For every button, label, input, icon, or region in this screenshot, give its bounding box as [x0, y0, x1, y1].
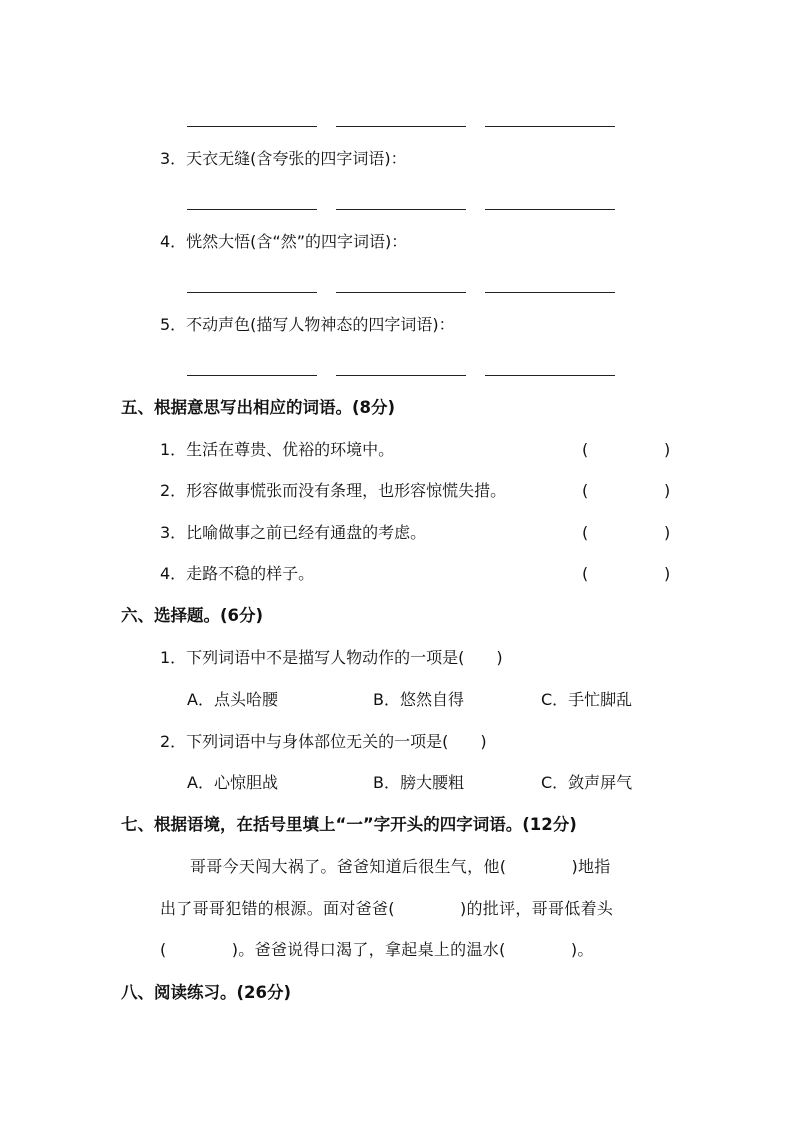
answer-paren-close: ) — [664, 440, 671, 459]
answer-blank[interactable] — [187, 292, 317, 293]
section-heading: 六、选择题。(6分) — [121, 606, 264, 625]
answer-blank[interactable] — [485, 126, 615, 127]
answer-blank[interactable] — [485, 375, 615, 376]
answer-paren-close: ) — [664, 481, 671, 500]
section-heading: 七、根据语境，在括号里填上“一”字开头的四字词语。(12分) — [121, 815, 577, 834]
answer-paren-open: ( — [582, 481, 589, 500]
question-item: 4．恍然大悟(含“然”的四字词语)： — [160, 232, 408, 251]
answer-paren-open: ( — [582, 523, 589, 542]
answer-paren-close: ) — [664, 523, 671, 542]
question-item: 5．不动声色(描写人物神态的四字词语)： — [160, 315, 455, 334]
answer-blank[interactable] — [187, 126, 317, 127]
question-item: 1．下列词语中不是描写人物动作的一项是( ) — [160, 648, 503, 667]
answer-blank[interactable] — [485, 292, 615, 293]
question-item: 3．比喻做事之前已经有通盘的考虑。 — [160, 523, 427, 542]
answer-blank[interactable] — [336, 292, 466, 293]
answer-blank[interactable] — [336, 375, 466, 376]
question-item: 4．走路不稳的样子。 — [160, 564, 315, 583]
passage-line: ( )。爸爸说得口渴了，拿起桌上的温水( )。 — [160, 940, 594, 959]
question-item: 2．形容做事慌张而没有条理，也形容惊慌失措。 — [160, 481, 507, 500]
answer-blank[interactable] — [187, 375, 317, 376]
answer-paren-open: ( — [582, 564, 589, 583]
question-item: 3．天衣无缝(含夸张的四字词语)： — [160, 149, 407, 168]
question-item: 2．下列词语中与身体部位无关的一项是( ) — [160, 732, 487, 751]
option-c[interactable]: C．手忙脚乱 — [541, 690, 633, 709]
answer-blank[interactable] — [336, 126, 466, 127]
answer-paren-open: ( — [582, 440, 589, 459]
passage-line: 出了哥哥犯错的根源。面对爸爸( )的批评，哥哥低着头 — [160, 899, 614, 918]
section-heading: 五、根据意思写出相应的词语。(8分) — [121, 398, 396, 417]
option-a[interactable]: A．心惊胆战 — [187, 773, 278, 792]
option-b[interactable]: B．悠然自得 — [373, 690, 464, 709]
option-a[interactable]: A．点头哈腰 — [187, 690, 278, 709]
answer-blank[interactable] — [485, 209, 615, 210]
option-c[interactable]: C．敛声屏气 — [541, 773, 633, 792]
answer-paren-close: ) — [664, 564, 671, 583]
section-heading: 八、阅读练习。(26分) — [121, 983, 292, 1002]
question-item: 1．生活在尊贵、优裕的环境中。 — [160, 440, 395, 459]
answer-blank[interactable] — [187, 209, 317, 210]
answer-blank[interactable] — [336, 209, 466, 210]
option-b[interactable]: B．膀大腰粗 — [373, 773, 464, 792]
passage-line: 哥哥今天闯大祸了。爸爸知道后很生气，他( )地指 — [190, 857, 611, 876]
